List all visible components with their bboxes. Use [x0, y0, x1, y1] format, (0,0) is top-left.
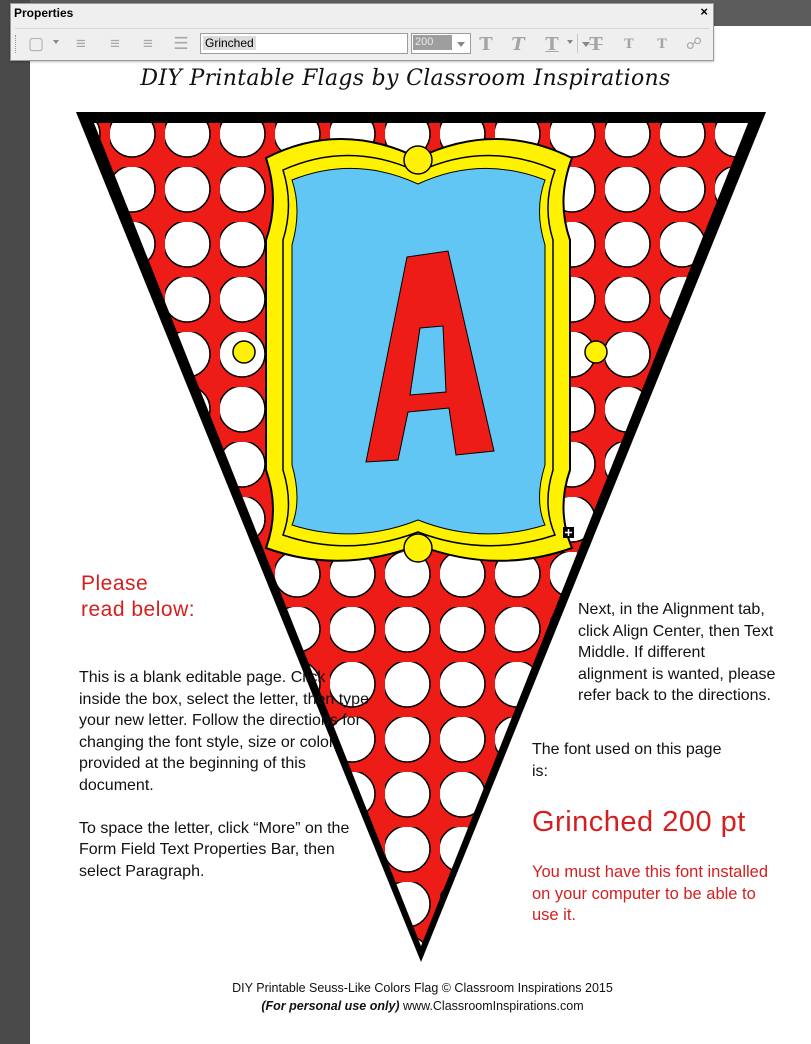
font-size-dropdown-icon[interactable]	[453, 34, 469, 53]
heading-line-1: Please	[81, 572, 149, 595]
toolbar-grip-icon[interactable]	[15, 35, 19, 53]
underline-dropdown-icon[interactable]	[567, 40, 573, 44]
text-color-dropdown-icon[interactable]	[53, 40, 59, 44]
close-icon[interactable]: ×	[700, 4, 708, 19]
footer-url: www.ClassroomInspirations.com	[399, 999, 584, 1013]
strikethrough-icon[interactable]: T	[589, 33, 603, 55]
read-below-heading	[81, 571, 195, 623]
instruction-paragraph-2: To space the letter, click “More” on the Form Field Text Properties Bar, then select Paragraph.	[79, 819, 350, 880]
underline-icon[interactable]: T	[545, 33, 559, 55]
font-used-text: The font used on this page is:	[532, 741, 722, 780]
bold-icon[interactable]: T	[479, 33, 493, 55]
right-instructions: Next, in the Alignment tab, click Align Center, then Text Middle. If different alignment is wanted, please refer back to the directions.	[578, 601, 776, 705]
font-size-select[interactable]	[411, 33, 471, 54]
toolbar-title: Properties	[14, 6, 74, 20]
toolbar-row	[15, 28, 709, 57]
instruction-paragraph-1: This is a blank editable page. Click inside the box, select the letter, then type your new letter. Follow the directions for changing the font style, size or color provided at the beginning of this document.	[79, 669, 369, 794]
properties-toolbar	[10, 3, 714, 61]
left-instructions	[79, 667, 369, 903]
footer-copyright: DIY Printable Seuss-Like Colors Flag © Classroom Inspirations 2015	[232, 981, 613, 995]
font-name-select[interactable]	[200, 33, 408, 54]
text-color-icon[interactable]: ▢	[27, 34, 45, 53]
align-right-icon[interactable]: ≡	[143, 34, 153, 53]
justify-icon[interactable]: ☰	[173, 34, 189, 53]
font-name-value: Grinched	[205, 36, 254, 50]
italic-icon[interactable]: T	[511, 33, 525, 55]
cursor-crosshair-icon	[563, 527, 574, 538]
link-icon[interactable]: ☍	[685, 36, 703, 53]
superscript-icon[interactable]: T	[624, 36, 634, 52]
align-left-icon[interactable]: ≡	[76, 34, 86, 53]
font-size-value: 200	[413, 35, 452, 50]
align-center-icon[interactable]: ≡	[110, 34, 120, 53]
subscript-icon[interactable]: T	[657, 36, 667, 52]
font-warning-text: You must have this font installed on your computer to be able to use it.	[532, 863, 769, 925]
heading-line-2: read below:	[81, 598, 196, 621]
footer-personal-use: (For personal use only)	[261, 999, 400, 1013]
page-title: DIY Printable Flags by Classroom Inspirations	[140, 66, 671, 91]
font-name-label: Grinched 200 pt	[532, 806, 746, 838]
footer-usage	[0, 999, 811, 1013]
